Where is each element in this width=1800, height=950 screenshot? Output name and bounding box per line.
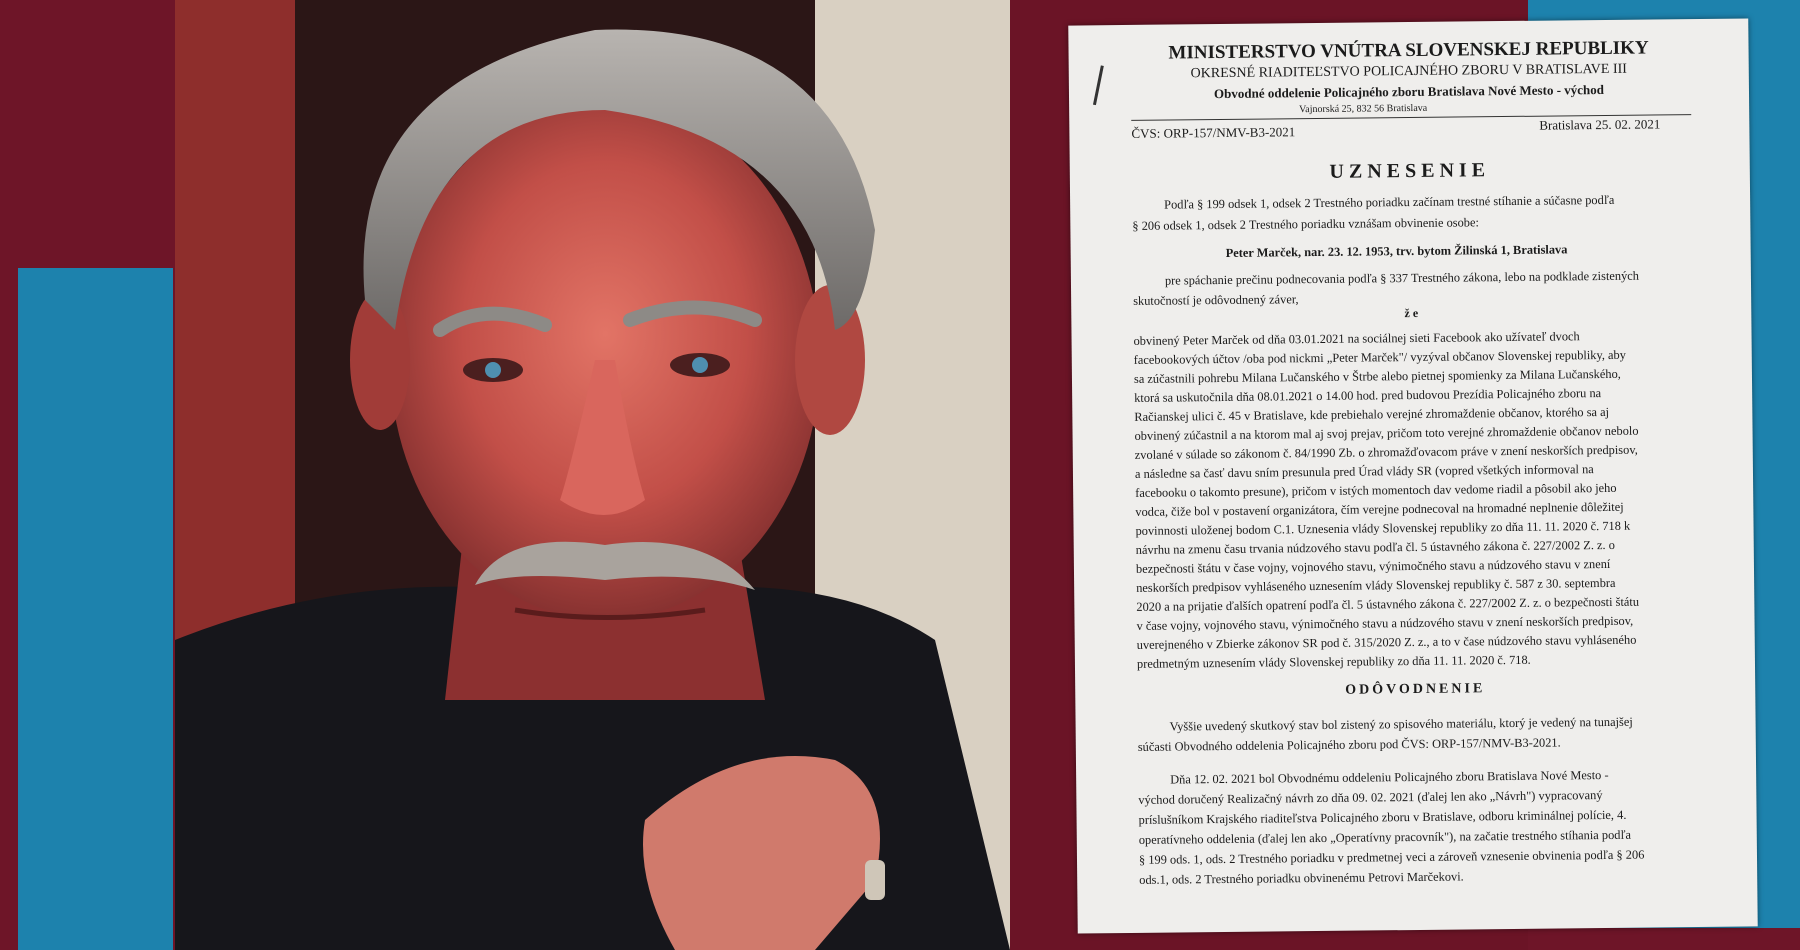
offense-line: skutočností je odôvodnený záver,	[1133, 292, 1299, 308]
background-right-bottom-strip	[1528, 928, 1800, 950]
reason-line: súčasti Obvodného oddelenia Policajného zboru pod ČVS: ORP-157/NMV-B3-2021.	[1137, 735, 1561, 754]
reason-line: operatívneho oddelenia (ďalej len ako „Operatívny pracovník"), na začatie trestného stíhania podľa	[1138, 827, 1632, 847]
document-date: Bratislava 25. 02. 2021	[1539, 116, 1661, 133]
office-title: Obvodné oddelenie Policajného zboru Bratislava Nové Mesto - východ	[1213, 81, 1605, 102]
body-line: vodca, čiže bol v postavení organizátora, čím verejne podnecoval na hromadné neplnenie dôležitej	[1135, 499, 1624, 519]
body-line: neskorších predpisov vyhláseného uznesením vlády Slovenskej republiky č. 587 z 30. septembra	[1136, 575, 1616, 595]
ministry-title: MINISTERSTVO VNÚTRA SLOVENSKEJ REPUBLIKY	[1168, 37, 1649, 64]
office-address: Vajnorská 25, 832 56 Bratislava	[1299, 102, 1428, 116]
reason-line: Dňa 12. 02. 2021 bol Obvodnému oddeleniu Policajného zboru Bratislava Nové Mesto -	[1170, 767, 1609, 787]
reason-line: príslušníkom Krajského riaditeľstva Policajného zboru v Bratislave, odboru kriminálnej polície, 4.	[1138, 807, 1627, 827]
district-title: OKRESNÉ RIADITEĽSTVO POLICAJNÉHO ZBORU V BRATISLAVE III	[1190, 61, 1628, 82]
body-line: povinnosti uloženej bodom C.1. Uznesenia vlády Slovenskej republiky zo dňa 11. 11. 2020 č. 718 k	[1135, 518, 1631, 538]
offense-line: pre spáchanie prečinu podnecovania podľa § 337 Trestného zákona, lebo na podklade zistených	[1164, 268, 1640, 288]
reason-line: § 199 ods. 1, ods. 2 Trestného poriadku v predmetnej veci a zároveň vznesenie obvinenia podľa § 206	[1138, 847, 1645, 867]
ze-heading: ž e	[1404, 305, 1419, 321]
intro-line: § 206 odsek 1, odsek 2 Trestného poriadku vznášam obvinenie osobe:	[1132, 215, 1479, 233]
body-line: obvinený Peter Marček od dňa 03.01.2021 na sociálnej sieti Facebook ako užívateľ dvoch	[1133, 329, 1580, 348]
background-left-blue-panel	[18, 268, 173, 950]
document-heading: UZNESENIE	[1329, 159, 1491, 183]
reasoning-heading: ODÔVODNENIE	[1345, 681, 1486, 698]
body-line: zvolané v súlade so zákonom č. 84/1990 Zb. o zhromažďovacom práve v znení neskorších predpisov,	[1134, 442, 1638, 462]
intro-line: Podľa § 199 odsek 1, odsek 2 Trestného poriadku začínam trestné stíhanie a súčasne podľa	[1164, 192, 1615, 212]
body-line: obvinený zúčastnil a na ktorom mal aj svoj prejav, pričom toto verejné zhromaždenie občanov nebolo	[1134, 423, 1639, 443]
body-line: návrhu na zmenu času trvania núdzového stavu podľa čl. 5 ústavného zákona č. 227/2002 Z. z. o	[1135, 537, 1615, 557]
body-line: sa zúčastnili pohrebu Milana Lučanského v Štrbe alebo pietnej spomienky za Milana Lučanského,	[1133, 366, 1621, 386]
reason-line: východ doručený Realizačný návrh zo dňa 09. 02. 2021 (ďalej len ako „Návrh") vypracovaný	[1138, 788, 1603, 807]
body-line: v čase vojny, vojnového stavu, výnimočného stavu a núdzového stavu v znení neskorších predpisov,	[1136, 613, 1634, 633]
accused-person: Peter Marček, nar. 23. 12. 1953, trv. bytom Žilinská 1, Bratislava	[1225, 242, 1568, 260]
body-line: bezpečnosti štátu v čase vojny, vojnového stavu, výnimočného stavu a núdzového stavu v znení	[1135, 556, 1611, 576]
portrait-illustration	[175, 0, 1010, 950]
body-line: ktorá sa uskutočnila dňa 08.01.2021 o 14.00 hod. pred budovou Prezídia Policajného zboru na	[1134, 386, 1602, 405]
body-line: predmetným uznesením vlády Slovenskej republiky zo dňa 11. 11. 2020 č. 718.	[1136, 652, 1531, 671]
reason-line: Vyššie uvedený skutkový stav bol zistený zo spisového materiálu, ktorý je vedený na tunajšej	[1169, 714, 1633, 734]
body-line: 2020 a na prijatie ďalších opatrení podľa čl. 5 ústavného zákona č. 227/2002 Z. z. o bezpečnosti štátu	[1136, 594, 1640, 614]
police-resolution-document	[1068, 18, 1757, 933]
body-line: a následne sa časť davu sním presunula pred Úrad vlády SR (vopred všetkých informoval na	[1134, 462, 1594, 481]
body-line: facebookových účtov /oba pod nickmi „Peter Marček"/ vyzýval občanov Slovenskej republiky, aby	[1133, 347, 1626, 367]
reason-line: ods.1, ods. 2 Trestného poriadku obvinenému Petrovi Marčekovi.	[1139, 869, 1464, 887]
body-line: uverejneného v Zbierke zákonov SR pod č. 315/2020 Z. z., a to v čase núdzového stavu vyhláseného	[1136, 632, 1637, 652]
portrait-photo	[175, 0, 1010, 950]
case-number: ČVS: ORP-157/NMV-B3-2021	[1131, 124, 1296, 141]
body-line: Račianskej ulici č. 45 v Bratislave, kde prebiehalo verejné zhromaždenie občanov, ktorého sa aj	[1134, 404, 1610, 424]
body-line: facebooku o takomto presune), pričom v istých momentoch dav vedome riadil a pôsobil ako jeho	[1135, 480, 1617, 500]
